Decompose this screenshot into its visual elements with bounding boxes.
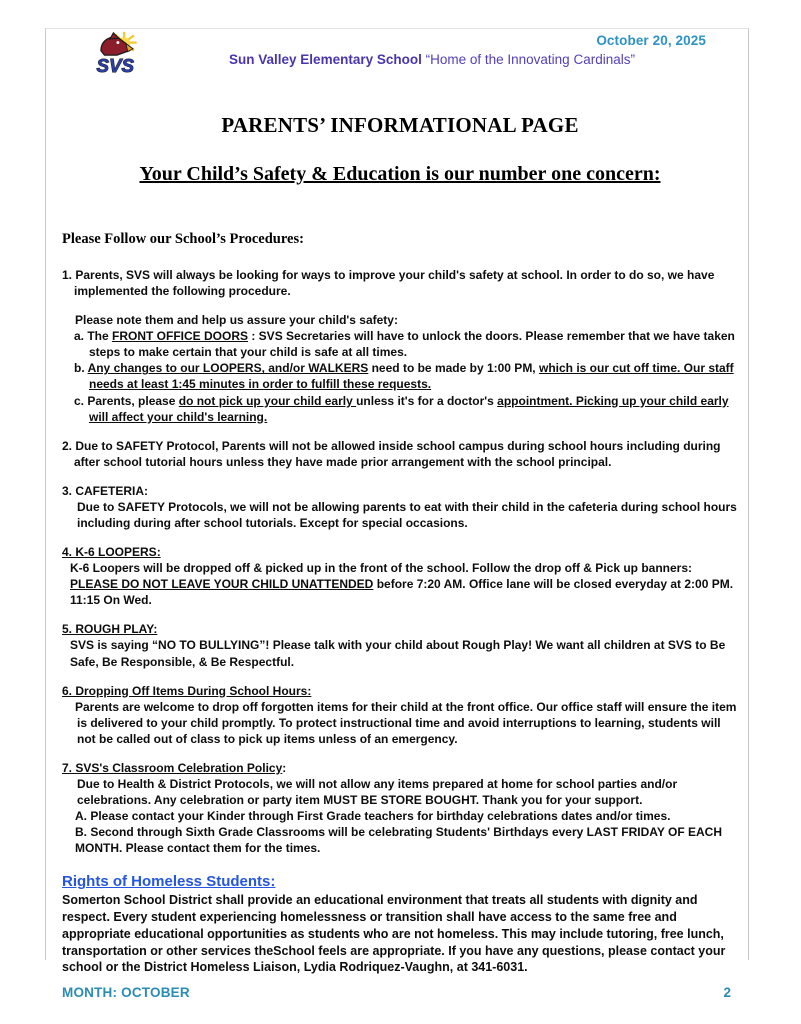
school-name: Sun Valley Elementary School xyxy=(229,52,422,67)
note-line: Please note them and help us assure your child's safety: xyxy=(75,313,398,328)
loopers-body: K-6 Loopers will be dropped off & picked up in the front of the school. Follow the drop off & Pick up banners: PLEASE DO NOT LEAVE YOUR CHILD UNATTENDED before 7:20 AM. Office lane will be closed everyday at 2:00 PM. 11:15 On Wed. xyxy=(70,561,734,608)
sub-item-b: b. Any changes to our LOOPERS, and/or WALKERS need to be made by 1:00 PM, which is our cut off time. Our staff needs at least 1:45 minutes in order to fulfill these requests. xyxy=(74,361,734,392)
loopers-heading: 4. K-6 LOOPERS: xyxy=(62,545,161,560)
school-motto: “Home of the Innovating Cardinals” xyxy=(425,52,635,67)
cafeteria-body: Due to SAFETY Protocols, we will not be allowing parents to eat with their child in the cafeteria during school hours including during after school tutorials. Except for special occasions. xyxy=(77,499,737,531)
school-name-line xyxy=(46,52,748,67)
celebration-item-b: B. Second through Sixth Grade Classrooms will be celebrating Students' Birthdays every LAST FRIDAY OF EACH MONTH. Please contact them for the times. xyxy=(75,825,722,856)
rights-heading: Rights of Homeless Students: xyxy=(62,873,276,891)
rights-body: Somerton School District shall provide an educational environment that treats all students with dignity and respect. Every student experiencing homelessness or transition shall have access to the same free and appropriate educational opportunities as students who are not homeless. This may include tutoring, free lunch, transportation or other services theSchool feels are appropriate. If you have any questions, please contact your school or the District Homeless Liaison, Lydia Rodriquez-Vaughn, at 341-6031. xyxy=(62,893,726,975)
procedure-item-2: 2. Due to SAFETY Protocol, Parents will not be allowed inside school campus during school hours including during after school tutorial hours unless they have made prior arrangement with the school principal. xyxy=(62,438,721,469)
document-content xyxy=(62,105,738,976)
procedure-blocks xyxy=(62,267,738,976)
footer-month-label: MONTH: OCTOBER xyxy=(62,985,190,1000)
sub-item-c: c. Parents, please do not pick up your child early unless it's for a doctor's appointment. Picking up your child early will affect your child's learning. xyxy=(74,393,729,424)
celebration-body: Due to Health & District Protocols, we will not allow any items prepared at home for school parties and/or celebrations. Any celebration or party item MUST BE STORE BOUGHT. Thank you for your support. xyxy=(77,777,678,808)
page-subtitle: Your Child’s Safety & Education is our number one concern: xyxy=(139,163,661,185)
dropping-off-body: Parents are welcome to drop off forgotten items for their child at the front office. Our office staff will ensure the item is delivered to your child promptly. To protect instructional time and avoid interruptions to learning, students will not be called out of class to pick up items unless of an emergency. xyxy=(75,699,737,746)
cafeteria-heading: 3. CAFETERIA: xyxy=(62,483,149,498)
footer-page-number: 2 xyxy=(723,985,731,1000)
dropping-off-heading: 6. Dropping Off Items During School Hours: xyxy=(62,683,312,698)
procedure-item-1: 1. Parents, SVS will always be looking for ways to improve your child's safety at school. In order to do so, we have implemented the following procedure. xyxy=(62,268,715,299)
page-title: PARENTS’ INFORMATIONAL PAGE xyxy=(221,113,579,137)
rough-play-body: SVS is saying “NO TO BULLYING”! Please talk with your child about Rough Play! We want all children at SVS to Be Safe, Be Responsible, & Be Respectful. xyxy=(70,638,726,669)
header-date: October 20, 2025 xyxy=(596,33,706,48)
sub-item-a: a. The FRONT OFFICE DOORS : SVS Secretaries will have to unlock the doors. Please remember that we have taken steps to make certain that your child is safe at all times. xyxy=(74,329,735,360)
celebration-heading: 7. SVS's Classroom Celebration Policy: xyxy=(62,760,287,775)
celebration-item-a: A. Please contact your Kinder through First Grade teachers for birthday celebrations dates and/or times. xyxy=(75,809,671,824)
svg-text:SVS: SVS xyxy=(96,55,134,77)
rough-play-heading: 5. ROUGH PLAY: xyxy=(62,622,158,637)
procedures-heading: Please Follow our School’s Procedures: xyxy=(62,231,304,247)
